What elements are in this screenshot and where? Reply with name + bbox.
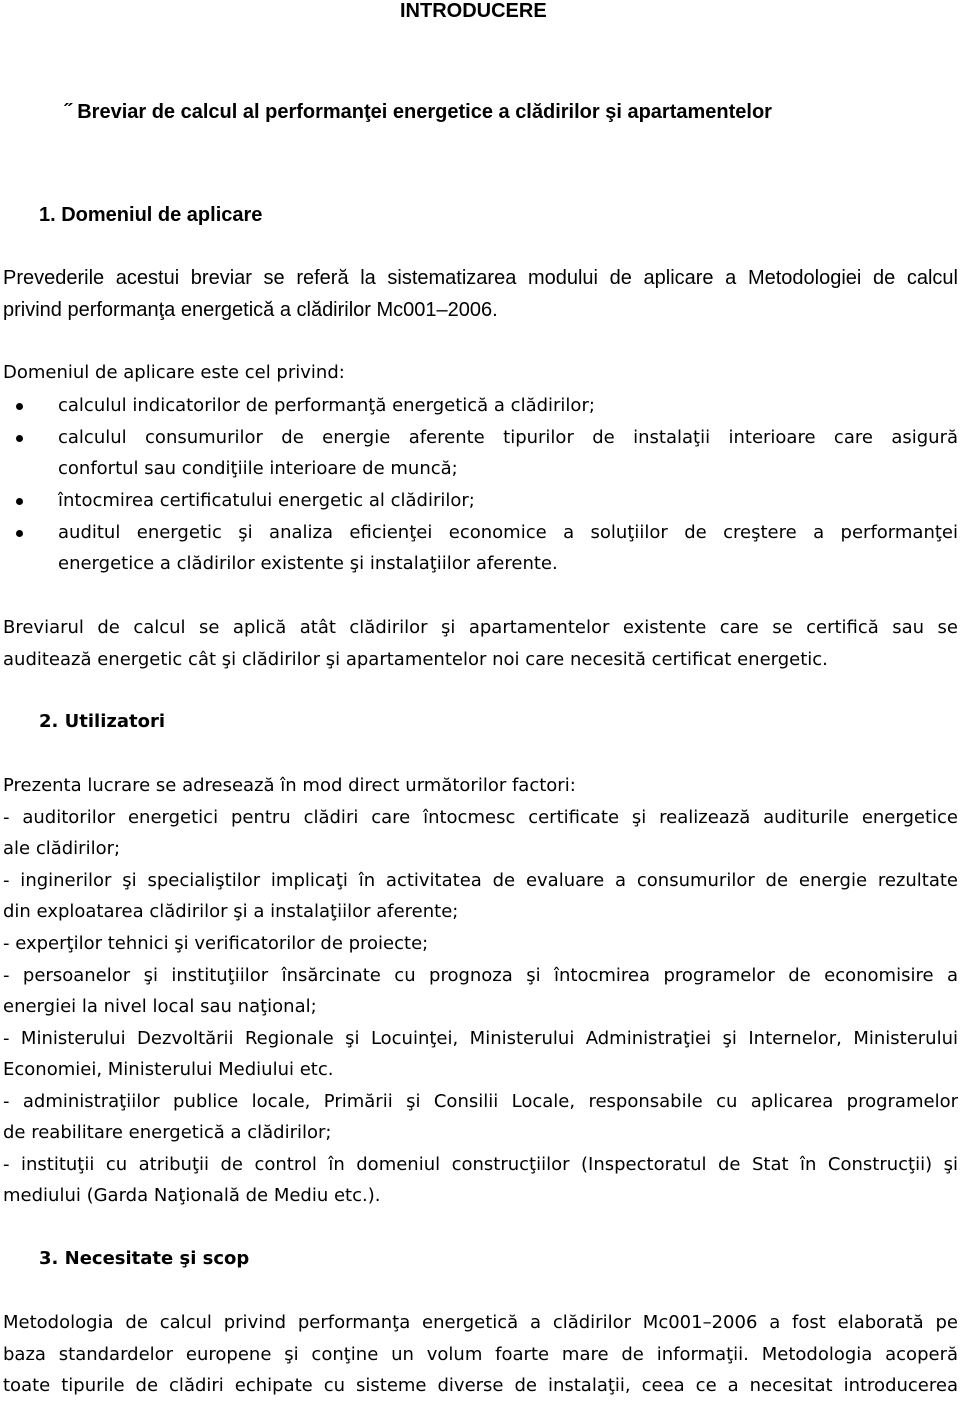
list-item: energiei la nivel local sau naţional;: [3, 996, 317, 1017]
document-subtitle: [65, 97, 772, 127]
bullet-text: confortul sau condiţiile interioare de muncă;: [58, 458, 458, 479]
section-heading-utilizatori: 2. Utilizatori: [39, 711, 165, 732]
list-item: mediului (Garda Naţională de Mediu etc.).: [3, 1185, 381, 1206]
list-item: - inginerilor şi specialiştilor implicaţi în activitatea de evaluare a consumurilor de energie rezultate: [3, 870, 958, 891]
list-item: - auditorilor energetici pentru clădiri care întocmesc certificate şi realizează auditurile energetice: [3, 807, 958, 828]
list-item: - experţilor tehnici şi verificatorilor de proiecte;: [3, 933, 429, 954]
section-heading-necesitate: 3. Necesitate şi scop: [39, 1248, 250, 1269]
bullet-icon: [16, 498, 23, 505]
list-item: de reabilitare energetică a clădirilor;: [3, 1122, 332, 1143]
paragraph-line: Metodologia de calcul privind performanţa energetică a clădirilor Mc001–2006 a fost elaborată pe: [3, 1312, 958, 1333]
list-item: din exploatarea clădirilor şi a instalaţiilor aferente;: [3, 901, 459, 922]
paragraph-line: privind performanţa energetică a clădirilor Mc001–2006.: [3, 299, 498, 321]
bullet-icon: [16, 403, 23, 410]
bullet-text: întocmirea certificatului energetic al clădirilor;: [58, 490, 475, 511]
list-item: ale clădirilor;: [3, 838, 121, 859]
list-item: - persoanelor şi instituţiilor însărcinate cu prognoza şi întocmirea programelor de economisire a: [3, 965, 958, 986]
paragraph-line: auditează energetic cât şi clădirilor şi apartamentelor noi care necesită certificat energetic.: [3, 649, 828, 670]
paragraph-line: baza standardelor europene şi conţine un volum foarte mare de informaţii. Metodologia acoperă: [3, 1344, 958, 1365]
bullet-text: calculul consumurilor de energie aferente tipurilor de instalaţii interioare care asigură: [58, 427, 958, 448]
paragraph-line: Prevederile acestui breviar se referă la sistematizarea modului de aplicare a Metodologiei de calcul: [3, 267, 958, 289]
users-intro: Prezenta lucrare se adresează în mod direct următorilor factori:: [3, 775, 576, 796]
section-heading-domeniul: 1. Domeniul de aplicare: [39, 204, 263, 226]
list-item: - Ministerului Dezvoltării Regionale şi Locuinţei, Ministerului Administraţiei şi Internelor, Ministerului: [3, 1028, 958, 1049]
bullet-icon: [16, 435, 23, 442]
document-title: INTRODUCERE: [400, 0, 547, 22]
list-item: - instituţii cu atribuţii de control în domeniul construcţiilor (Inspectoratul de Stat în Construcţii) şi: [3, 1154, 958, 1175]
bullet-text: energetice a clădirilor existente şi instalaţiilor aferente.: [58, 553, 558, 574]
paragraph-line: toate tipurile de clădiri echipate cu sisteme diverse de instalaţii, ceea ce a necesitat introducerea: [3, 1375, 958, 1396]
bullet-icon: [16, 530, 23, 537]
list-item: - administraţiilor publice locale, Primării şi Consilii Locale, responsabile cu aplicarea programelor: [3, 1091, 958, 1112]
subtitle-text: Breviar de calcul al performanţei energetice a clădirilor şi apartamentelor: [77, 101, 772, 123]
bullet-text: auditul energetic şi analiza eficienţei economice a soluţiilor de creştere a performanţei: [58, 522, 958, 543]
list-item: Economiei, Ministerului Mediului etc.: [3, 1059, 334, 1080]
bullet-text: calculul indicatorilor de performanţă energetică a clădirilor;: [58, 395, 595, 416]
paragraph-line: Breviarul de calcul se aplică atât clădirilor şi apartamentelor existente care se certifică sau se: [3, 617, 958, 638]
scope-intro: Domeniul de aplicare este cel privind:: [3, 362, 345, 383]
subtitle-marker: ˝: [65, 101, 78, 123]
